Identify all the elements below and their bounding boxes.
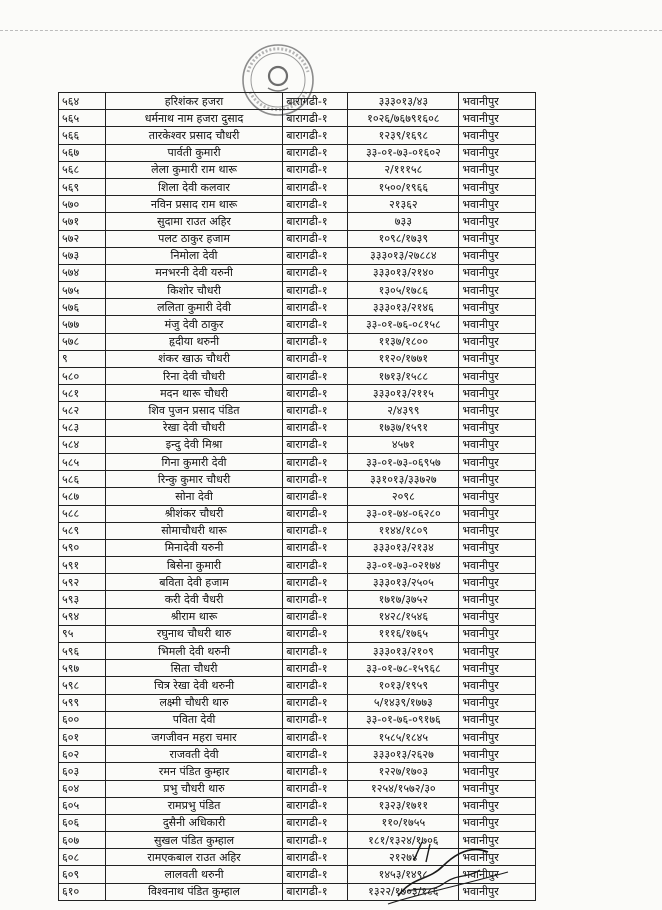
municipality-cell: भवानीपुर xyxy=(459,763,536,780)
table-row xyxy=(59,178,536,195)
serial-number-cell: ९ xyxy=(59,350,106,367)
table-row xyxy=(59,746,536,763)
serial-number-cell: ५९९ xyxy=(59,694,106,711)
table-row xyxy=(59,763,536,780)
serial-number-cell: ५६७ xyxy=(59,144,106,161)
ward-cell: बारागढी-१ xyxy=(283,453,348,470)
certificate-number-cell: १०९८/१७३९ xyxy=(348,230,459,247)
ward-cell: बारागढी-१ xyxy=(283,625,348,642)
serial-number-cell: ५६९ xyxy=(59,178,106,195)
ward-cell: बारागढी-१ xyxy=(283,574,348,591)
table-row xyxy=(59,453,536,470)
municipality-cell: भवानीपुर xyxy=(459,178,536,195)
serial-number-cell: ५८१ xyxy=(59,385,106,402)
ward-cell: बारागढी-१ xyxy=(283,522,348,539)
ward-cell: बारागढी-१ xyxy=(283,368,348,385)
ward-cell: बारागढी-१ xyxy=(283,849,348,866)
ward-cell: बारागढी-१ xyxy=(283,643,348,660)
serial-number-cell: ५६६ xyxy=(59,127,106,144)
name-cell: श्रीराम थारू xyxy=(105,608,282,625)
ward-cell: बारागढी-१ xyxy=(283,436,348,453)
name-cell: शिव पुजन प्रसाद पंडित xyxy=(105,402,282,419)
serial-number-cell: ५८० xyxy=(59,368,106,385)
name-cell: रामएकबाल राउत अहिर xyxy=(105,849,282,866)
municipality-cell: भवानीपुर xyxy=(459,350,536,367)
table-row xyxy=(59,522,536,539)
serial-number-cell: ९५ xyxy=(59,625,106,642)
municipality-cell: भवानीपुर xyxy=(459,608,536,625)
certificate-number-cell: १३०५/१७८६ xyxy=(348,282,459,299)
ward-cell: बारागढी-१ xyxy=(283,161,348,178)
table-row xyxy=(59,625,536,642)
name-cell: बविता देवी हजाम xyxy=(105,574,282,591)
name-cell: पलट ठाकुर हजाम xyxy=(105,230,282,247)
ward-cell: बारागढी-१ xyxy=(283,780,348,797)
municipality-cell: भवानीपुर xyxy=(459,471,536,488)
certificate-number-cell: १५००/१९६६ xyxy=(348,178,459,195)
certificate-number-cell: ३३३०१३/२१४६ xyxy=(348,299,459,316)
ward-cell: बारागढी-१ xyxy=(283,797,348,814)
table-row xyxy=(59,196,536,213)
name-cell: किशोर चौधरी xyxy=(105,282,282,299)
ward-cell: बारागढी-१ xyxy=(283,832,348,849)
ward-cell: बारागढी-१ xyxy=(283,127,348,144)
ward-cell: बारागढी-१ xyxy=(283,110,348,127)
certificate-number-cell: १०१३/१९५९ xyxy=(348,677,459,694)
ward-cell: बारागढी-१ xyxy=(283,677,348,694)
table-row xyxy=(59,402,536,419)
serial-number-cell: ६०२ xyxy=(59,746,106,763)
municipality-cell: भवानीपुर xyxy=(459,711,536,728)
ward-cell: बारागढी-१ xyxy=(283,505,348,522)
serial-number-cell: ५७७ xyxy=(59,316,106,333)
name-cell: भिमली देवी थरुनी xyxy=(105,643,282,660)
table-row xyxy=(59,110,536,127)
table-row xyxy=(59,385,536,402)
certificate-number-cell: ११२०/१७७१ xyxy=(348,350,459,367)
ward-cell: बारागढी-१ xyxy=(283,539,348,556)
municipality-cell: भवानीपुर xyxy=(459,591,536,608)
name-cell: हरिशंकर हजरा xyxy=(105,93,282,110)
name-cell: नविन प्रसाद राम थारू xyxy=(105,196,282,213)
certificate-number-cell: १७३७/१५९१ xyxy=(348,419,459,436)
table-row xyxy=(59,350,536,367)
municipality-cell: भवानीपुर xyxy=(459,110,536,127)
table-row xyxy=(59,780,536,797)
name-cell: सुखल पंडित कुम्हाल xyxy=(105,832,282,849)
municipality-cell: भवानीपुर xyxy=(459,299,536,316)
municipality-cell: भवानीपुर xyxy=(459,883,536,900)
serial-number-cell: ५७१ xyxy=(59,213,106,230)
page-top-rule xyxy=(0,30,662,31)
table-row xyxy=(59,127,536,144)
name-cell: विश्वनाथ पंडित कुम्हाल xyxy=(105,883,282,900)
certificate-number-cell: ३३-०१-७४-०६२८० xyxy=(348,505,459,522)
table-row xyxy=(59,230,536,247)
name-cell: मंजु देवी ठाकुर xyxy=(105,316,282,333)
ward-cell: बारागढी-१ xyxy=(283,196,348,213)
table-row xyxy=(59,436,536,453)
municipality-cell: भवानीपुर xyxy=(459,746,536,763)
municipality-cell: भवानीपुर xyxy=(459,677,536,694)
serial-number-cell: ६०० xyxy=(59,711,106,728)
table-row xyxy=(59,333,536,350)
name-cell: सोना देवी xyxy=(105,488,282,505)
serial-number-cell: ५७६ xyxy=(59,299,106,316)
table-row xyxy=(59,488,536,505)
table-row xyxy=(59,608,536,625)
ward-cell: बारागढी-१ xyxy=(283,402,348,419)
name-cell: करी देवी चैधरी xyxy=(105,591,282,608)
name-cell: सिता चौधरी xyxy=(105,660,282,677)
ward-cell: बारागढी-१ xyxy=(283,488,348,505)
serial-number-cell: ५९० xyxy=(59,539,106,556)
table-row xyxy=(59,539,536,556)
table-row xyxy=(59,247,536,264)
municipality-cell: भवानीपुर xyxy=(459,849,536,866)
certificate-number-cell: ३३३०१३/४३ xyxy=(348,93,459,110)
name-cell: रामप्रभु पंडित xyxy=(105,797,282,814)
table-body xyxy=(59,93,536,901)
certificate-number-cell: १३२३/१७११ xyxy=(348,797,459,814)
name-cell: शिला देवी कलवार xyxy=(105,178,282,195)
certificate-number-cell: ७३३ xyxy=(348,213,459,230)
serial-number-cell: ५९१ xyxy=(59,557,106,574)
table-row xyxy=(59,591,536,608)
certificate-number-cell: ३३-०१-७८-१५९६८ xyxy=(348,660,459,677)
name-cell: मदन थारू चौधरी xyxy=(105,385,282,402)
name-cell: गिना कुमारी देवी xyxy=(105,453,282,470)
municipality-cell: भवानीपुर xyxy=(459,866,536,883)
table-row xyxy=(59,419,536,436)
table-row xyxy=(59,264,536,281)
municipality-cell: भवानीपुर xyxy=(459,814,536,831)
table-row xyxy=(59,660,536,677)
certificate-number-cell: ४५७१ xyxy=(348,436,459,453)
certificate-number-cell: ५/१४३९/१७७३ xyxy=(348,694,459,711)
serial-number-cell: ५९७ xyxy=(59,660,106,677)
certificate-number-cell: १३२२/१७०३/१८६ xyxy=(348,883,459,900)
municipality-cell: भवानीपुर xyxy=(459,625,536,642)
municipality-cell: भवानीपुर xyxy=(459,797,536,814)
certificate-number-cell: ३३-०१-७६-०९१७६ xyxy=(348,711,459,728)
ward-cell: बारागढी-१ xyxy=(283,471,348,488)
certificate-number-cell: ११०/१७५५ xyxy=(348,814,459,831)
municipality-cell: भवानीपुर xyxy=(459,368,536,385)
name-cell: सोमाचौधरी थारू xyxy=(105,522,282,539)
table-row xyxy=(59,213,536,230)
ward-cell: बारागढी-१ xyxy=(283,247,348,264)
table-row xyxy=(59,471,536,488)
municipality-cell: भवानीपुर xyxy=(459,522,536,539)
serial-number-cell: ५८५ xyxy=(59,453,106,470)
municipality-cell: भवानीपुर xyxy=(459,643,536,660)
serial-number-cell: ५७४ xyxy=(59,264,106,281)
serial-number-cell: ५७० xyxy=(59,196,106,213)
municipality-cell: भवानीपुर xyxy=(459,832,536,849)
table-row xyxy=(59,677,536,694)
municipality-cell: भवानीपुर xyxy=(459,385,536,402)
certificate-number-cell: ३३-०१-७३-०२१७४ xyxy=(348,557,459,574)
ward-cell: बारागढी-१ xyxy=(283,883,348,900)
name-cell: रघुनाथ चौधरी थारु xyxy=(105,625,282,642)
serial-number-cell: ५६४ xyxy=(59,93,106,110)
name-cell: राजवती देवी xyxy=(105,746,282,763)
municipality-cell: भवानीपुर xyxy=(459,247,536,264)
name-cell: रिन्कु कुमार चौधरी xyxy=(105,471,282,488)
municipality-cell: भवानीपुर xyxy=(459,557,536,574)
serial-number-cell: ६०१ xyxy=(59,728,106,745)
ward-cell: बारागढी-१ xyxy=(283,711,348,728)
certificate-number-cell: २/४३९९ xyxy=(348,402,459,419)
name-cell: ललिता कुमारी देवी xyxy=(105,299,282,316)
table-row xyxy=(59,728,536,745)
certificate-number-cell: ११३७/१८०० xyxy=(348,333,459,350)
name-cell: लालवती थरुनी xyxy=(105,866,282,883)
certificate-number-cell: १०२६/७६७९१६०८ xyxy=(348,110,459,127)
serial-number-cell: ५८९ xyxy=(59,522,106,539)
municipality-cell: भवानीपुर xyxy=(459,539,536,556)
certificate-number-cell: १५८५/१८४५ xyxy=(348,728,459,745)
municipality-cell: भवानीपुर xyxy=(459,453,536,470)
name-cell: निमोला देवी xyxy=(105,247,282,264)
beneficiary-table xyxy=(58,92,536,901)
ward-cell: बारागढी-१ xyxy=(283,230,348,247)
serial-number-cell: ५७८ xyxy=(59,333,106,350)
certificate-number-cell: १२२७/१७०३ xyxy=(348,763,459,780)
table-row xyxy=(59,368,536,385)
serial-number-cell: ५७२ xyxy=(59,230,106,247)
certificate-number-cell: १४५३/१४९८ xyxy=(348,866,459,883)
serial-number-cell: ५७३ xyxy=(59,247,106,264)
ward-cell: बारागढी-१ xyxy=(283,746,348,763)
certificate-number-cell: ३३३०१३/२५०५ xyxy=(348,574,459,591)
certificate-number-cell: ३३-०१-७६-०८१५८ xyxy=(348,316,459,333)
name-cell: तारकेश्वर प्रसाद चौधरी xyxy=(105,127,282,144)
serial-number-cell: ६०५ xyxy=(59,797,106,814)
serial-number-cell: ६०४ xyxy=(59,780,106,797)
ward-cell: बारागढी-१ xyxy=(283,93,348,110)
serial-number-cell: ६१० xyxy=(59,883,106,900)
table-row xyxy=(59,505,536,522)
certificate-number-cell: ३३३०१३/२७८८४ xyxy=(348,247,459,264)
municipality-cell: भवानीपुर xyxy=(459,436,536,453)
ward-cell: बारागढी-१ xyxy=(283,763,348,780)
municipality-cell: भवानीपुर xyxy=(459,574,536,591)
ward-cell: बारागढी-१ xyxy=(283,419,348,436)
certificate-number-cell: १२३९/१६९८ xyxy=(348,127,459,144)
certificate-number-cell: ३३३०१३/२१०९ xyxy=(348,643,459,660)
name-cell: रिना देवी चौधरी xyxy=(105,368,282,385)
certificate-number-cell: ३३१०१३/३३७२७ xyxy=(348,471,459,488)
table-row xyxy=(59,144,536,161)
serial-number-cell: ५८८ xyxy=(59,505,106,522)
certificate-number-cell: ११४४/१८०९ xyxy=(348,522,459,539)
name-cell: श्रीशंकर चौधरी xyxy=(105,505,282,522)
name-cell: पार्वती कुमारी xyxy=(105,144,282,161)
municipality-cell: भवानीपुर xyxy=(459,333,536,350)
table-row xyxy=(59,161,536,178)
serial-number-cell: ५९२ xyxy=(59,574,106,591)
serial-number-cell: ५८२ xyxy=(59,402,106,419)
ward-cell: बारागढी-१ xyxy=(283,814,348,831)
municipality-cell: भवानीपुर xyxy=(459,402,536,419)
serial-number-cell: ६०८ xyxy=(59,849,106,866)
municipality-cell: भवानीपुर xyxy=(459,282,536,299)
serial-number-cell: ५८६ xyxy=(59,471,106,488)
ward-chair-signature xyxy=(368,836,518,906)
ward-cell: बारागढी-१ xyxy=(283,264,348,281)
ward-cell: बारागढी-१ xyxy=(283,299,348,316)
name-cell: मनभरनी देवी यरुनी xyxy=(105,264,282,281)
municipality-cell: भवानीपुर xyxy=(459,728,536,745)
certificate-number-cell: ३३३०१३/२११५ xyxy=(348,385,459,402)
table-row xyxy=(59,316,536,333)
ward-cell: बारागढी-१ xyxy=(283,728,348,745)
name-cell: इन्दु देवी मिश्रा xyxy=(105,436,282,453)
ward-cell: बारागढी-१ xyxy=(283,350,348,367)
name-cell: हृदीया थरुनी xyxy=(105,333,282,350)
municipality-cell: भवानीपुर xyxy=(459,488,536,505)
ward-cell: बारागढी-१ xyxy=(283,316,348,333)
municipality-cell: भवानीपुर xyxy=(459,694,536,711)
ward-cell: बारागढी-१ xyxy=(283,591,348,608)
serial-number-cell: ५८४ xyxy=(59,436,106,453)
ward-cell: बारागढी-१ xyxy=(283,178,348,195)
name-cell: जगजीवन महरा चमार xyxy=(105,728,282,745)
ward-cell: बारागढी-१ xyxy=(283,694,348,711)
ward-cell: बारागढी-१ xyxy=(283,660,348,677)
ward-cell: बारागढी-१ xyxy=(283,385,348,402)
serial-number-cell: ५६५ xyxy=(59,110,106,127)
certificate-number-cell: १२५४/१५७२/३० xyxy=(348,780,459,797)
table-row xyxy=(59,93,536,110)
municipality-cell: भवानीपुर xyxy=(459,505,536,522)
municipality-cell: भवानीपुर xyxy=(459,127,536,144)
serial-number-cell: ५७५ xyxy=(59,282,106,299)
table-row xyxy=(59,711,536,728)
serial-number-cell: ५९८ xyxy=(59,677,106,694)
table-row xyxy=(59,643,536,660)
name-cell: प्रभु चौधरी थारु xyxy=(105,780,282,797)
serial-number-cell: ६०६ xyxy=(59,814,106,831)
ward-cell: बारागढी-१ xyxy=(283,866,348,883)
name-cell: लेला कुमारी राम थारू xyxy=(105,161,282,178)
certificate-number-cell: १११६/१७६५ xyxy=(348,625,459,642)
certificate-number-cell: ३३३०१३/२१४० xyxy=(348,264,459,281)
table-row xyxy=(59,282,536,299)
serial-number-cell: ५८७ xyxy=(59,488,106,505)
ward-cell: बारागढी-१ xyxy=(283,557,348,574)
name-cell: शंकर खाऊ चौधरी xyxy=(105,350,282,367)
certificate-number-cell: ३३-०१-७३-०६९५७ xyxy=(348,453,459,470)
municipality-cell: भवानीपुर xyxy=(459,213,536,230)
municipality-cell: भवानीपुर xyxy=(459,780,536,797)
ward-cell: बारागढी-१ xyxy=(283,333,348,350)
serial-number-cell: ६०३ xyxy=(59,763,106,780)
table-row xyxy=(59,299,536,316)
serial-number-cell: ५९३ xyxy=(59,591,106,608)
municipality-cell: भवानीपुर xyxy=(459,660,536,677)
name-cell: रेखा देवी चौधरी xyxy=(105,419,282,436)
municipality-cell: भवानीपुर xyxy=(459,316,536,333)
name-cell: चित्र रेखा देवी थरुनी xyxy=(105,677,282,694)
ward-cell: बारागढी-१ xyxy=(283,144,348,161)
serial-number-cell: ५९६ xyxy=(59,643,106,660)
certificate-number-cell: १७१७/३७५२ xyxy=(348,591,459,608)
certificate-number-cell: १७१३/१५८८ xyxy=(348,368,459,385)
name-cell: मिनादेवी यरुनी xyxy=(105,539,282,556)
certificate-number-cell: २१३६२ xyxy=(348,196,459,213)
serial-number-cell: ५६८ xyxy=(59,161,106,178)
certificate-number-cell: १८१/१३२४/१७०६ xyxy=(348,832,459,849)
municipality-cell: भवानीपुर xyxy=(459,144,536,161)
table-row xyxy=(59,557,536,574)
name-cell: धर्मनाथ नाम हजरा दुसाद xyxy=(105,110,282,127)
table-row xyxy=(59,574,536,591)
name-cell: सुदामा राउत अहिर xyxy=(105,213,282,230)
municipality-cell: भवानीपुर xyxy=(459,93,536,110)
municipality-cell: भवानीपुर xyxy=(459,419,536,436)
serial-number-cell: ६०७ xyxy=(59,832,106,849)
certificate-number-cell: ३३३०१३/२१३४ xyxy=(348,539,459,556)
ward-cell: बारागढी-१ xyxy=(283,282,348,299)
serial-number-cell: ५८३ xyxy=(59,419,106,436)
certificate-number-cell: १४२८/१५४६ xyxy=(348,608,459,625)
name-cell: दुसैनी अधिकारी xyxy=(105,814,282,831)
serial-number-cell: ६०९ xyxy=(59,866,106,883)
municipality-cell: भवानीपुर xyxy=(459,196,536,213)
name-cell: बिसेना कुमारी xyxy=(105,557,282,574)
certificate-number-cell: २१२७४ xyxy=(348,849,459,866)
name-cell: रमन पंडित कुम्हार xyxy=(105,763,282,780)
table-row xyxy=(59,694,536,711)
name-cell: लक्ष्मी चौधरी थारु xyxy=(105,694,282,711)
municipality-cell: भवानीपुर xyxy=(459,230,536,247)
municipality-cell: भवानीपुर xyxy=(459,264,536,281)
municipality-cell: भवानीपुर xyxy=(459,161,536,178)
certificate-number-cell: २०९८ xyxy=(348,488,459,505)
name-cell: पविता देवी xyxy=(105,711,282,728)
certificate-number-cell: ३३-०१-७३-०१६०२ xyxy=(348,144,459,161)
certificate-number-cell: ३३३०१३/२६२७ xyxy=(348,746,459,763)
table-row xyxy=(59,814,536,831)
ward-cell: बारागढी-१ xyxy=(283,608,348,625)
table-row xyxy=(59,797,536,814)
certificate-number-cell: २/१११५८ xyxy=(348,161,459,178)
serial-number-cell: ५९४ xyxy=(59,608,106,625)
ward-cell: बारागढी-१ xyxy=(283,213,348,230)
